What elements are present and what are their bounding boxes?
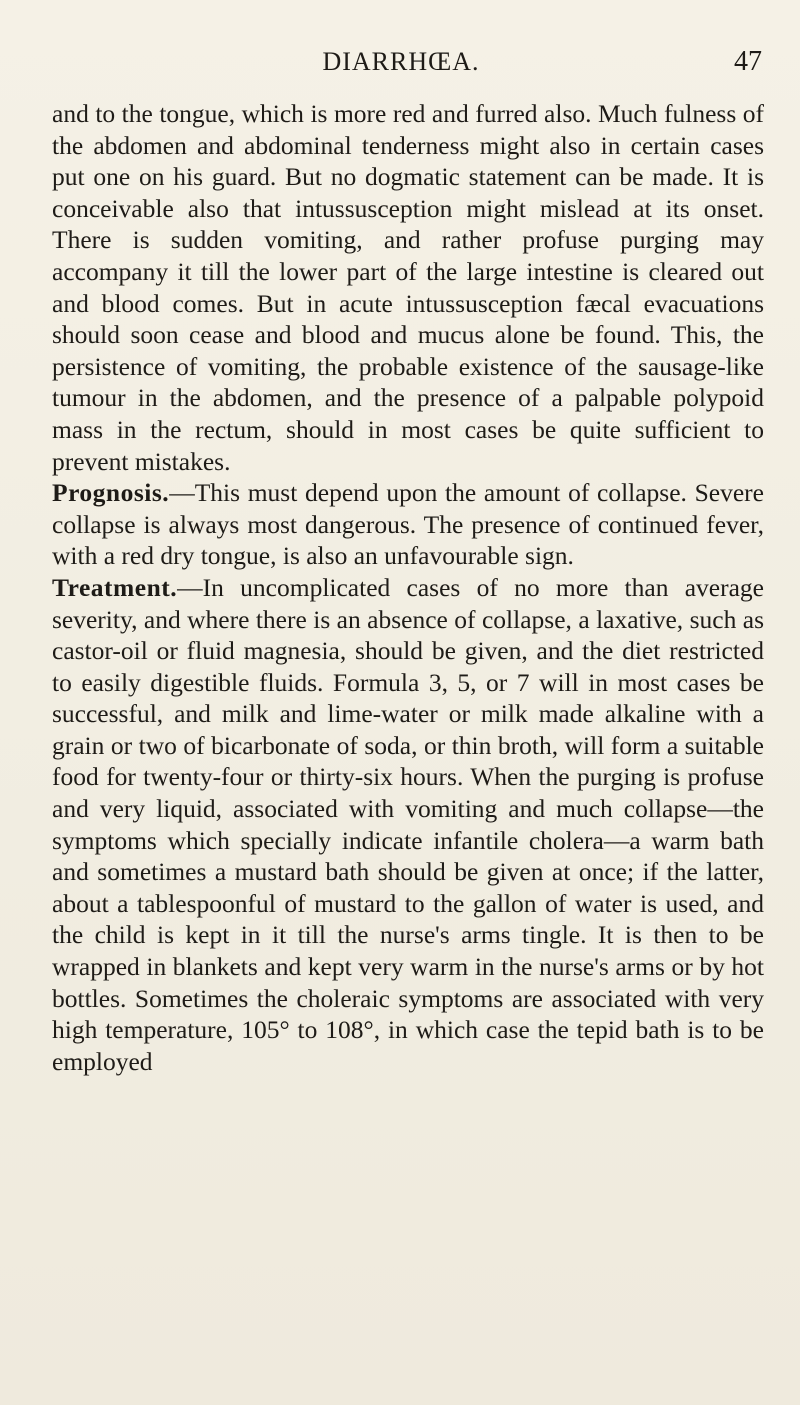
paragraph-text: and to the tongue, which is more red and furred also. Much fulness of the abdomen and abdominal tenderness might also in certain cases put one on his guard. But no dogmatic statement can be made. It is conceivable also that intussusception might mislead at its onset. There is sudden vomiting, and rather profuse purging may accompany it till the lower part of the large intestine is cleared out and blood comes. But in acute intussusception fæcal evacuations should soon cease and blood and mucus alone be found. This, the persistence of vomiting, the probable existence of the sausage-like tumour in the abdomen, and the presence of a palpable polypoid mass in the rectum, should in most cases be quite sufficient to prevent mistakes.	[52, 99, 764, 476]
paragraph-text: —In uncomplicated cases of no more than average severity, and where there is an absence of collapse, a laxative, such as castor-oil or fluid magnesia, should be given, and the diet restricted to easily digestible fluids. Formula 3, 5, or 7 will in most cases be successful, and milk and lime-water or milk made alkaline with a grain or two of bicarbonate of soda, or thin broth, will form a suitable food for twenty-four or thirty-six hours. When the purging is profuse and very liquid, associated with vomiting and much collapse—the symptoms which specially indicate infantile cholera—a warm bath and sometimes a mustard bath should be given at once; if the latter, about a tablespoonful of mustard to the gallon of water is used, and the child is kept in it till the nurse's arms tingle. It is then to be wrapped in blankets and kept very warm in the nurse's arms or by hot bottles. Sometimes the choleraic symptoms are associated with very high temperature, 105° to 108°, in which case the tepid bath is to be employed	[52, 572, 764, 1076]
run-in-heading: Treatment.	[52, 572, 178, 602]
paragraph-continuation	[52, 98, 764, 477]
paragraph-treatment	[52, 572, 764, 1078]
run-in-heading: Prognosis.	[52, 478, 170, 508]
paragraph-text: —This must depend upon the amount of collapse. Severe collapse is always most dangerous. The presence of continued fever, with a red dry tongue, is also an unfavourable sign.	[52, 478, 764, 571]
page-number: 47	[734, 46, 762, 77]
paragraph-prognosis	[52, 477, 764, 572]
running-header	[40, 42, 762, 82]
body-text	[52, 98, 764, 1077]
running-title: DIARRHŒA.	[322, 47, 480, 76]
